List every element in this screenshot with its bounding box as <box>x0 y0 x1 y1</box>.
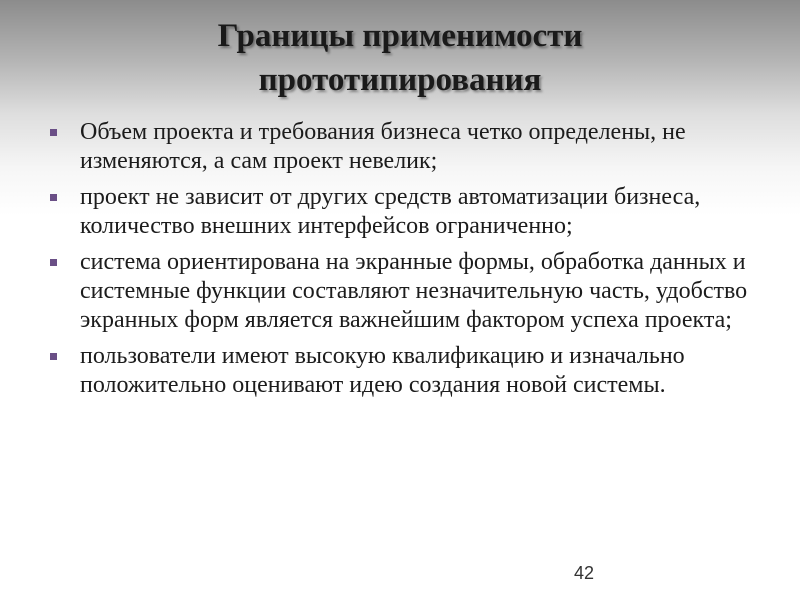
bullet-text: система ориентирована на экранные формы, обработка данных и системные функции составляют незначительную часть, удобство экранных форм является важнейшим фактором успеха проекта; <box>80 249 748 333</box>
square-bullet-icon <box>50 259 57 266</box>
slide-title-line-1: Границы применимости <box>217 18 583 54</box>
bullet-list <box>50 118 770 407</box>
bullet-item <box>50 118 770 176</box>
bullet-item <box>50 342 770 400</box>
square-bullet-icon <box>50 129 57 136</box>
slide-title <box>100 14 700 102</box>
bullet-item <box>50 248 770 335</box>
slide-title-line-2: прототипирования <box>258 62 542 98</box>
bullet-text: пользователи имеют высокую квалификацию и изначально положительно оценивают идею создания новой системы. <box>80 343 685 398</box>
square-bullet-icon <box>50 353 57 360</box>
square-bullet-icon <box>50 194 57 201</box>
bullet-item <box>50 183 770 241</box>
bullet-text: Объем проекта и требования бизнеса четко определены, не изменяются, а сам проект невелик; <box>80 119 686 174</box>
page-number: 42 <box>574 563 595 583</box>
bullet-text: проект не зависит от других средств автоматизации бизнеса, количество внешних интерфейсов ограниченно; <box>80 184 701 239</box>
